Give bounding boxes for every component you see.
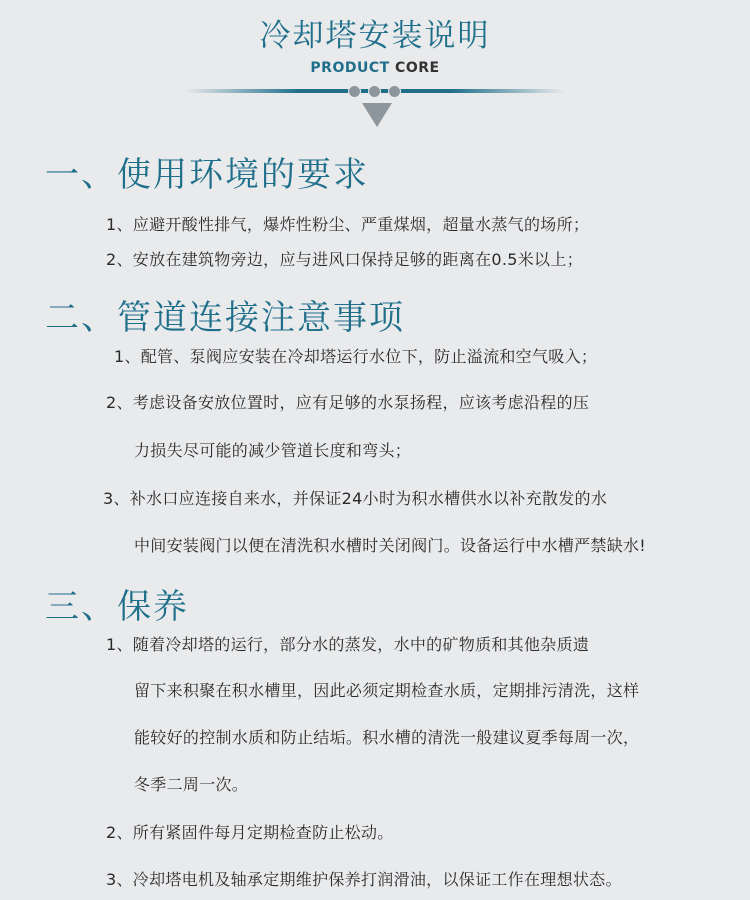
list-item: 冬季二周一次。 bbox=[134, 775, 249, 794]
list-item: 力损失尽可能的减少管道长度和弯头； bbox=[134, 441, 412, 460]
product-core-subtitle bbox=[0, 60, 750, 76]
list-item: 留下来积聚在积水槽里，因此必须定期检查水质，定期排污清洗，这样 bbox=[134, 681, 640, 700]
subtitle-word-product: PRODUCT bbox=[310, 60, 390, 76]
section-heading: 一、使用环境的要求 bbox=[45, 155, 369, 195]
list-item: 中间安装阀门以便在清洗积水槽时关闭阀门。设备运行中水槽严禁缺水! bbox=[134, 536, 647, 555]
dot-icon bbox=[348, 85, 361, 98]
list-item: 3、补水口应连接自来水，并保证24小时为积水槽供水以补充散发的水 bbox=[103, 489, 608, 508]
subtitle-word-core: CORE bbox=[395, 60, 440, 76]
list-item: 1、配管、泵阀应安装在冷却塔运行水位下，防止溢流和空气吸入； bbox=[114, 347, 598, 366]
list-item: 2、安放在建筑物旁边，应与进风口保持足够的距离在0.5米以上； bbox=[106, 250, 583, 269]
divider-dots-icon bbox=[348, 85, 404, 97]
page-title: 冷却塔安装说明 bbox=[259, 18, 491, 54]
list-item: 2、考虑设备安放位置时，应有足够的水泵扬程，应该考虑沿程的压 bbox=[106, 393, 590, 412]
section-heading: 二、管道连接注意事项 bbox=[45, 298, 405, 338]
dot-icon bbox=[368, 85, 381, 98]
down-arrow-icon bbox=[362, 103, 392, 127]
list-item: 3、冷却塔电机及轴承定期维护保养打润滑油，以保证工作在理想状态。 bbox=[106, 870, 622, 889]
section-heading: 三、保养 bbox=[45, 587, 189, 627]
list-item: 2、所有紧固件每月定期检查防止松动。 bbox=[106, 823, 394, 842]
dot-icon bbox=[388, 85, 401, 98]
list-item: 能较好的控制水质和防止结垢。积水槽的清洗一般建议夏季每周一次， bbox=[134, 728, 640, 747]
list-item: 1、应避开酸性排气，爆炸性粉尘、严重煤烟，超量水蒸气的场所； bbox=[106, 215, 590, 234]
list-item: 1、随着冷却塔的运行，部分水的蒸发，水中的矿物质和其他杂质遗 bbox=[106, 635, 590, 654]
